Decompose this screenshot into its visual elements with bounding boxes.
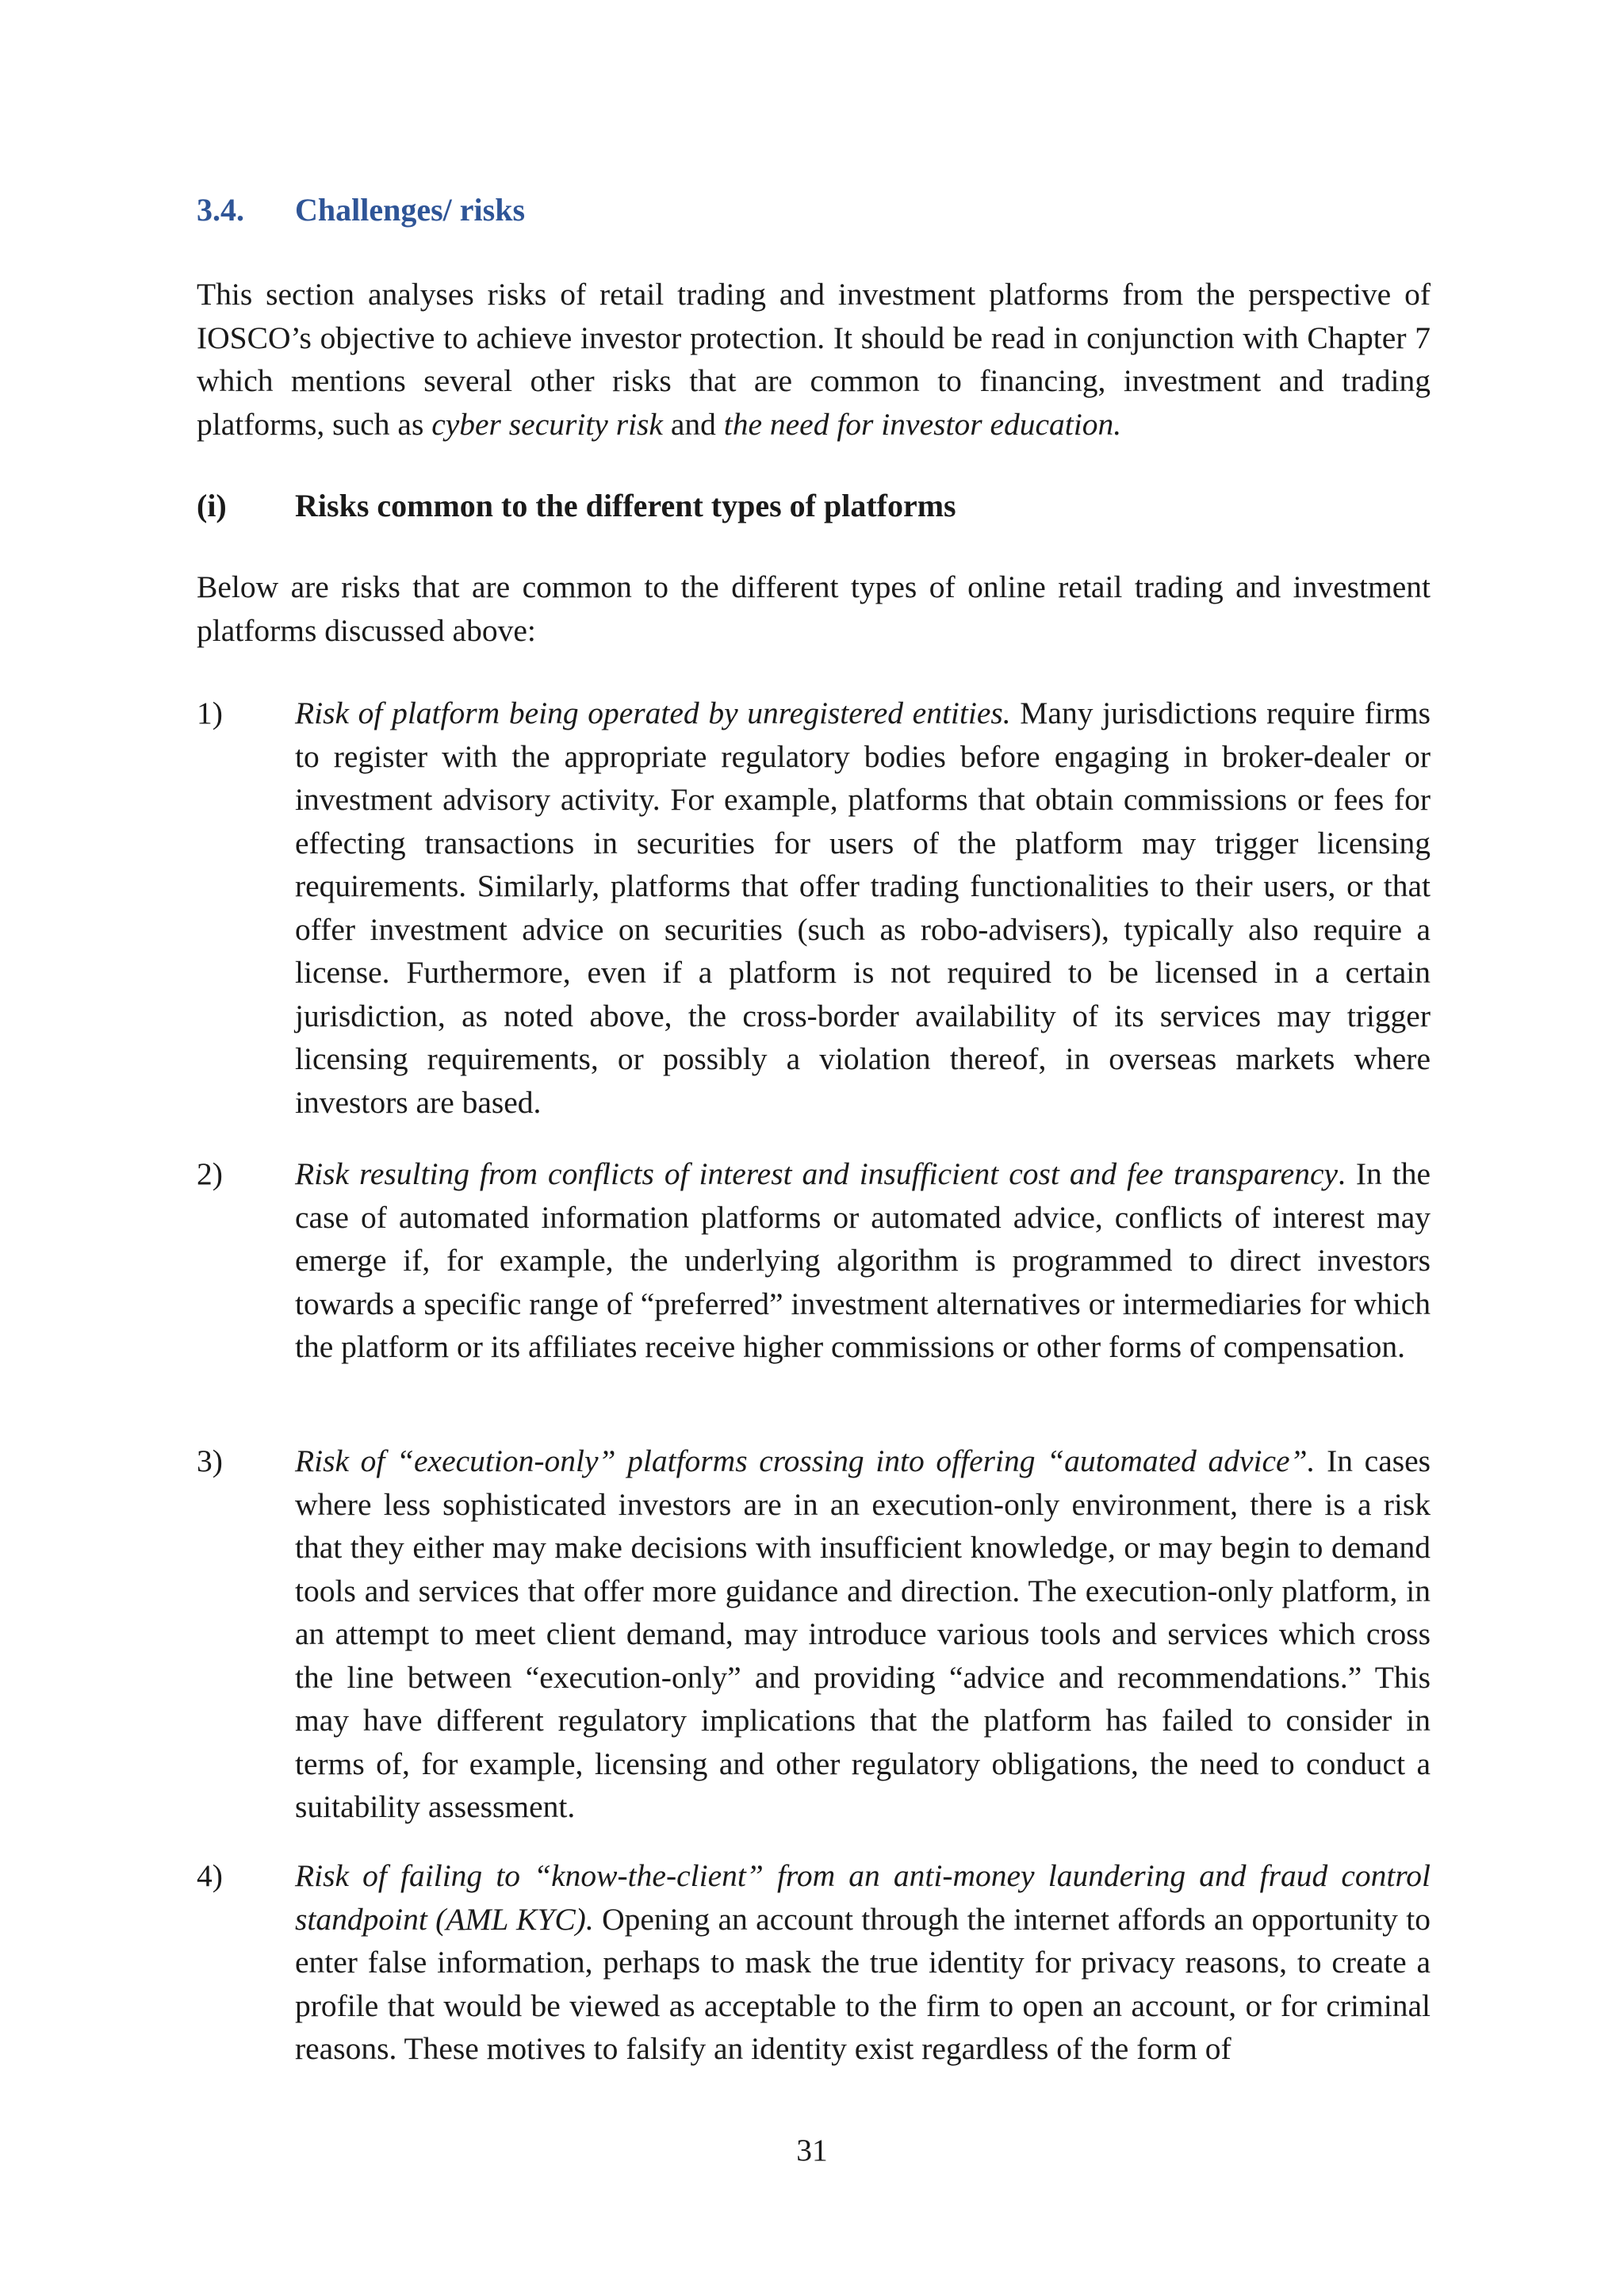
- risk-item-3: [197, 1439, 1431, 1829]
- risk-lead: Risk of failing to “know-the-client” from an anti-money laundering and fraud control standpoint (AML KYC).: [295, 1858, 1431, 1937]
- risk-body: [295, 1152, 1431, 1369]
- section-heading: [197, 189, 525, 232]
- subsection-title: Risks common to the different types of platforms: [295, 488, 956, 523]
- risk-lead: Risk resulting from conflicts of interest and insufficient cost and fee transparency: [295, 1156, 1339, 1191]
- risk-marker: 2): [197, 1156, 223, 1191]
- risk-body: [295, 1439, 1431, 1829]
- risk-item-1: [197, 692, 1431, 1124]
- risk-body: [295, 1854, 1431, 2071]
- intro-paragraph: [197, 273, 1431, 446]
- risk-lead: Risk of platform being operated by unregistered entities.: [295, 696, 1011, 730]
- section-number: 3.4.: [197, 192, 244, 228]
- page-number: 31: [796, 2133, 828, 2168]
- subsection-heading: [197, 485, 956, 527]
- intro-em-1: cyber security risk: [431, 406, 663, 442]
- risk-marker: 1): [197, 696, 223, 730]
- risk-text: . In the case of automated information platforms or automated advice, conflicts of interest may emerge if, for example, the underlying algorithm is programmed to direct investors towards a specific range of “preferred” investment alternatives or intermediaries for which the platform or its affiliates receive higher commissions or other forms of compensation.: [295, 1156, 1431, 1364]
- risk-lead: Risk of “execution-only” platforms crossing into offering “automated advice”.: [295, 1443, 1316, 1478]
- risk-text: In cases where less sophisticated investors are in an execution-only environment, there is a risk that they either may make decisions with insufficient knowledge, or may begin to demand tools and services that offer more guidance and direction. The execution-only platform, in an attempt to meet client demand, may introduce various tools and services which cross the line between “execution-only” and providing “advice and recommendations.” This may have different regulatory implications that the platform has failed to consider in terms of, for example, licensing and other regulatory obligations, the need to conduct a suitability assessment.: [295, 1443, 1431, 1824]
- subsection-number: (i): [197, 488, 227, 523]
- intro-em-2: the need for investor education.: [723, 406, 1122, 442]
- risk-text: Opening an account through the internet affords an opportunity to enter false information, perhaps to mask the true identity for privacy reasons, to create a profile that would be viewed as acceptable to the firm to open an account, or for criminal reasons. These motives to falsify an identity exist regardless of the form of: [295, 1901, 1431, 2066]
- intro-text-2: and: [662, 406, 724, 442]
- risk-text: Many jurisdictions require firms to register with the appropriate regulatory bodies before engaging in broker-dealer or investment advisory activity. For example, platforms that obtain commissions or fees for effecting transactions in securities for users of the platform may trigger licensing requirements. Similarly, platforms that offer trading functionalities to their users, or that offer investment advice on securities (such as robo-advisers), typically also require a license. Furthermore, even if a platform is not required to be licensed in a certain jurisdiction, as noted above, the cross-border availability of its services may trigger licensing requirements, or possibly a violation thereof, in overseas markets where investors are based.: [295, 696, 1431, 1120]
- risk-body: [295, 692, 1431, 1124]
- lead-paragraph: Below are risks that are common to the different types of online retail trading and investment platforms discussed above:: [197, 569, 1431, 648]
- risk-item-2: [197, 1152, 1431, 1369]
- intro-text-1: This section analyses risks of retail trading and investment platforms from the perspective of IOSCO’s objective to achieve investor protection. It should be read in conjunction with Chapter 7 which mentions several other risks that are common to financing, investment and trading platforms, such as: [197, 277, 1431, 442]
- section-title: Challenges/ risks: [295, 192, 526, 228]
- risk-marker: 4): [197, 1858, 223, 1893]
- risk-item-4: [197, 1854, 1431, 2071]
- risk-marker: 3): [197, 1443, 223, 1478]
